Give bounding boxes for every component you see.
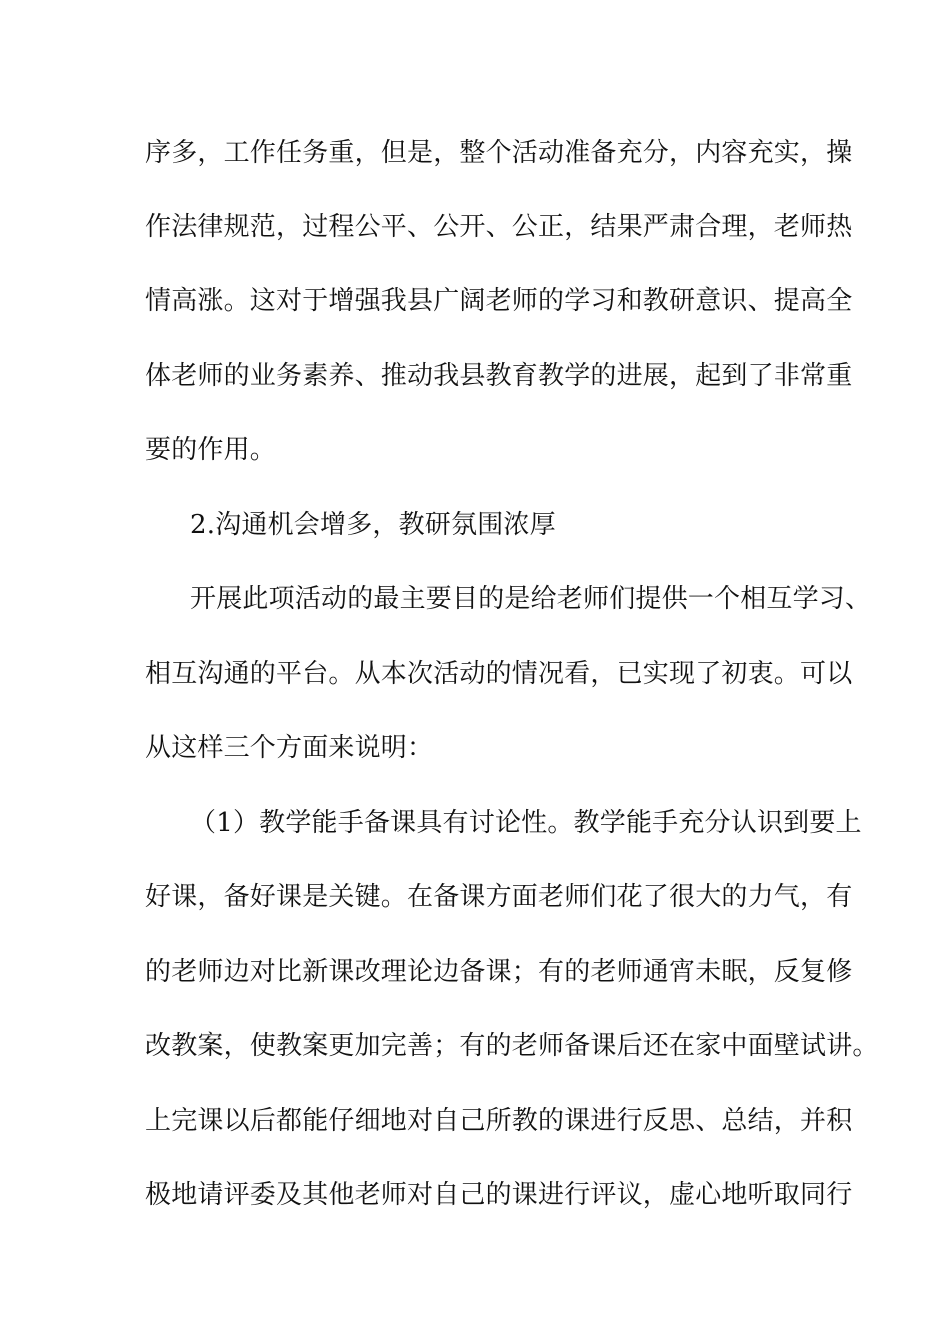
body-text-line: 从这样三个方面来说明： [145,733,434,763]
body-text-line: 相互沟通的平台。从本次活动的情况看，已实现了初衷。可以 [145,659,853,689]
body-text-line: 好课，备好课是关键。在备课方面老师们花了很大的力气，有 [145,882,853,912]
body-text-line: 开展此项活动的最主要目的是给老师们提供一个相互学习、 [190,584,872,614]
body-text-line: 序多，工作任务重，但是，整个活动准备充分，内容充实，操 [145,138,853,168]
body-text-line: 要的作用。 [145,435,277,465]
body-text-line: 改教案，使教案更加完善；有的老师备课后还在家中面壁试讲。 [145,1031,879,1061]
body-text-line: 体老师的业务素养、推动我县教育教学的进展，起到了非常重 [145,361,853,391]
section-heading: 2.沟通机会增多，教研氛围浓厚 [190,510,556,540]
body-text-line: 作法律规范，过程公平、公开、公正，结果严肃合理，老师热 [145,212,853,242]
body-text-line: 情高涨。这对于增强我县广阔老师的学习和教研意识、提高全 [145,286,853,316]
body-text-line: 上完课以后都能仔细地对自己所教的课进行反思、总结，并积 [145,1106,853,1136]
body-text-line: 极地请评委及其他老师对自己的课进行评议，虚心地听取同行 [145,1180,853,1210]
body-text-line: 的老师边对比新课改理论边备课；有的老师通宵未眠，反复修 [145,957,853,987]
body-text-line: （1）教学能手备课具有讨论性。教学能手充分认识到要上 [190,808,862,838]
